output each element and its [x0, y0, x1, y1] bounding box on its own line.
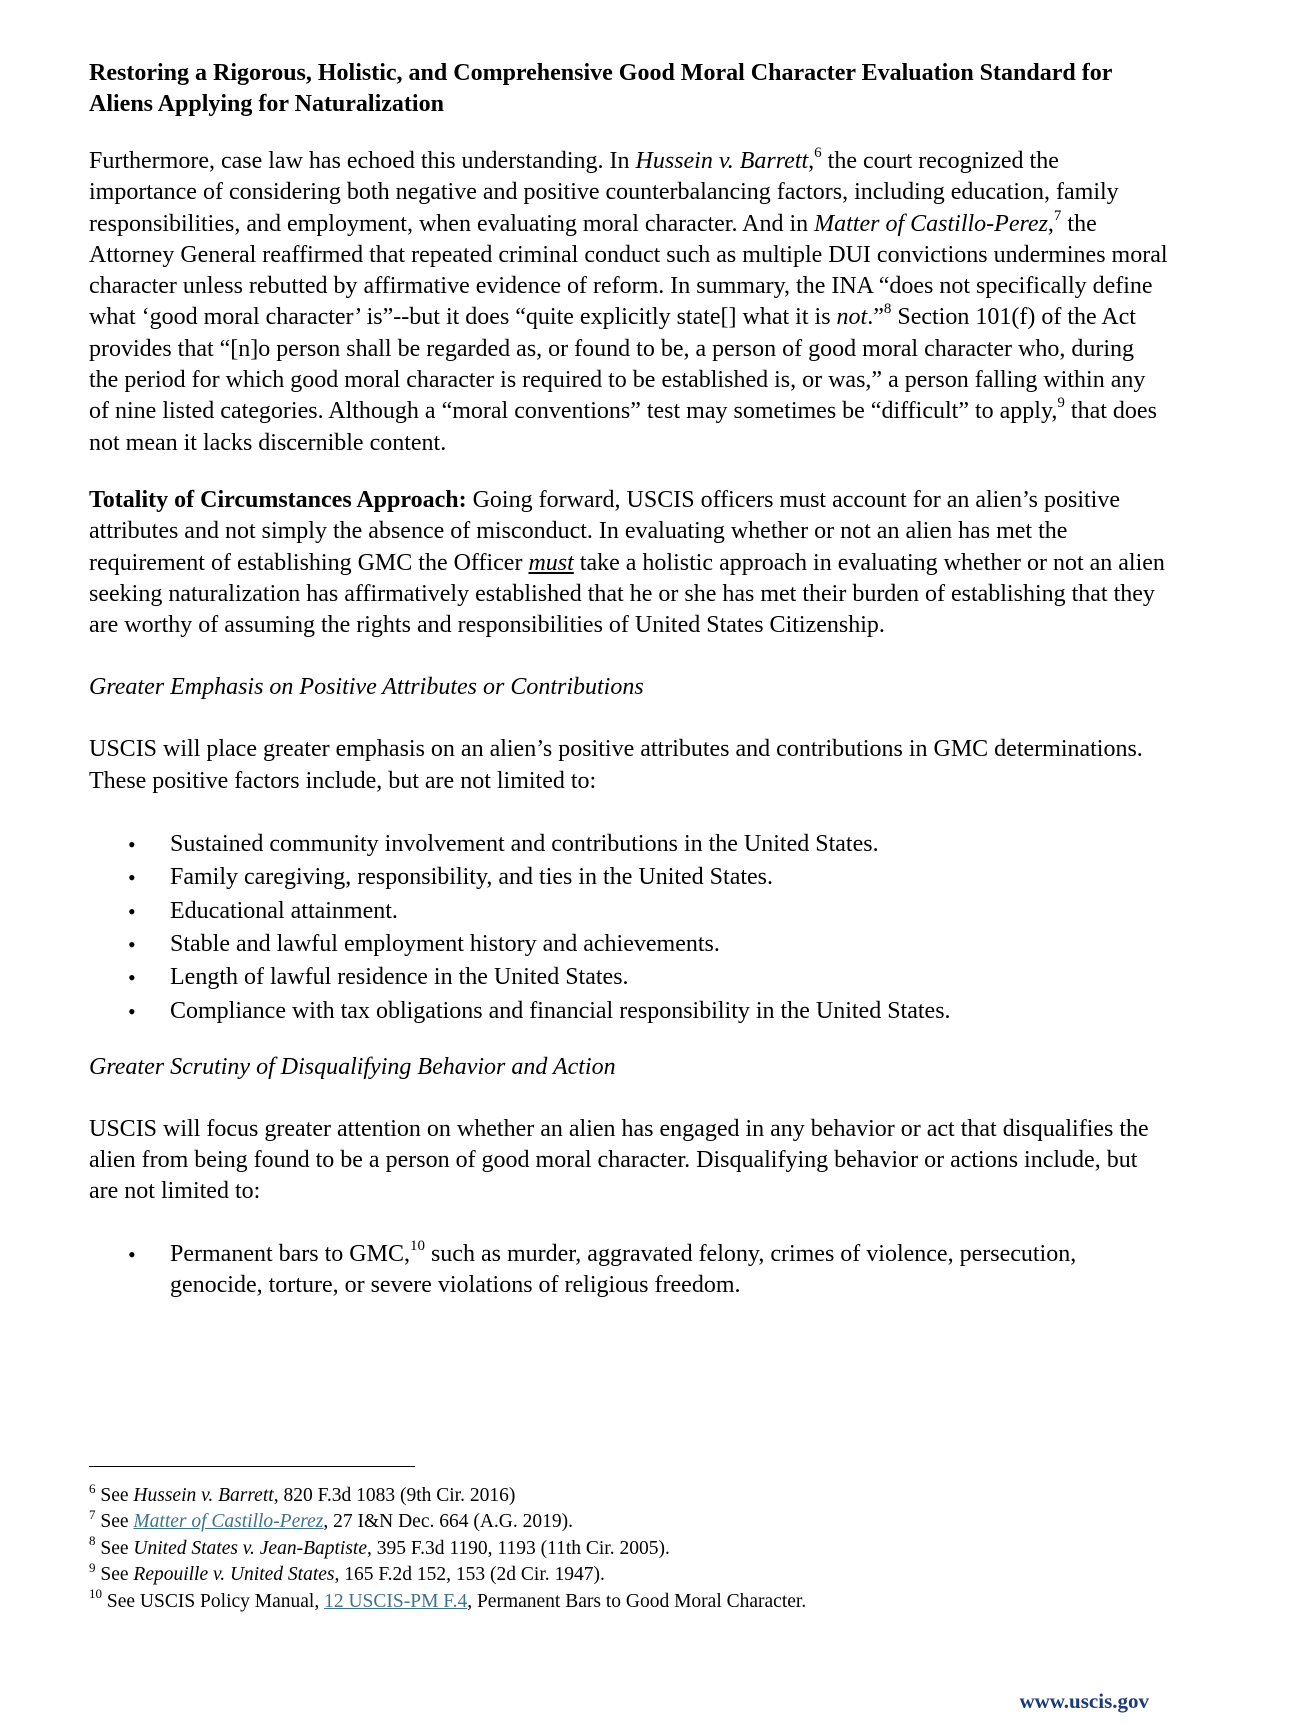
- list-item-text: Family caregiving, responsibility, and ties in the United States.: [170, 864, 774, 891]
- list-item: [89, 895, 1170, 928]
- list-item: [89, 928, 1170, 961]
- text-run: See: [95, 1485, 134, 1506]
- text-run: take a holistic approach in evaluating whether or not an alien seeking naturalization has affirmatively established that he or she has met their burden of establishing that they are worthy of assuming the rights and responsibilities of United States Citizenship.: [89, 549, 1165, 639]
- section-heading-positive-attributes: Greater Emphasis on Positive Attributes or Contributions: [89, 674, 644, 701]
- list-item-text: Sustained community involvement and contributions in the United States.: [170, 831, 879, 858]
- list-item-text: such as murder, aggravated felony, crimes of violence, persecution, genocide, torture, or severe violations of religious freedom.: [170, 1240, 1077, 1299]
- text-run: See USCIS Policy Manual,: [102, 1590, 325, 1612]
- section-intro-positive: USCIS will place greater emphasis on an alien’s positive attributes and contributions in GMC determinations. These positive factors include, but are not limited to:: [89, 736, 1143, 794]
- text-run: the court recognized the importance of considering both negative and positive counterbalancing factors, including education, family responsibilities, and employment, when evaluating moral character. And in: [89, 148, 1119, 237]
- footnote-number: 9: [89, 1559, 96, 1575]
- list-item-text: Stable and lawful employment history and achievements.: [170, 930, 720, 957]
- footnote-7: [89, 1506, 1139, 1535]
- text-run: ,: [1047, 210, 1054, 237]
- bullet-icon: •: [128, 832, 136, 858]
- footnote-number: 7: [89, 1506, 96, 1522]
- footnote-8: [89, 1533, 1139, 1562]
- footnote-ref-9[interactable]: 9: [1057, 395, 1065, 412]
- list-item-text: Educational attainment.: [170, 897, 398, 924]
- footnote-number: 8: [89, 1533, 96, 1549]
- case-name: Repouille v. United States: [133, 1564, 335, 1586]
- text-run: , 820 F.3d 1083 (9th Cir. 2016): [273, 1485, 516, 1506]
- footnote-separator: [89, 1466, 415, 1467]
- emphasis-not: not: [836, 304, 868, 331]
- bullet-icon: •: [128, 898, 136, 924]
- text-run: , Permanent Bars to Good Moral Character.: [467, 1590, 807, 1612]
- castillo-perez-link[interactable]: Matter of Castillo-Perez: [133, 1511, 324, 1533]
- footnote-ref-10[interactable]: 10: [409, 1237, 425, 1254]
- list-item-text: Compliance with tax obligations and financial responsibility in the United States.: [170, 997, 951, 1024]
- bullet-icon: •: [128, 865, 136, 891]
- bullet-icon: •: [128, 1241, 136, 1267]
- text-run: Going forward, USCIS officers must account for an alien’s positive attributes and not simply the absence of misconduct. In evaluating whether or not an alien has met the requirement of establishing GMC the Officer: [89, 486, 1121, 576]
- text-run: , 27 I&N Dec. 664 (A.G. 2019).: [323, 1511, 574, 1533]
- bullet-icon: •: [128, 965, 136, 991]
- footnote-number: 10: [89, 1586, 102, 1602]
- footnote-ref-6[interactable]: 6: [814, 145, 822, 161]
- list-item: [89, 961, 1170, 994]
- policy-manual-link[interactable]: 12 USCIS-PM F.4: [324, 1590, 468, 1612]
- case-name: United States v. Jean-Baptiste: [133, 1537, 367, 1559]
- bullet-icon: •: [128, 998, 136, 1024]
- case-name-castillo-perez: Matter of Castillo-Perez: [814, 210, 1048, 237]
- section-heading-disqualifying: Greater Scrutiny of Disqualifying Behavior and Action: [89, 1053, 616, 1080]
- list-item: [89, 828, 1170, 861]
- list-item-text: Permanent bars to GMC,: [170, 1240, 410, 1267]
- text-run: See: [95, 1537, 134, 1559]
- list-item: [89, 1239, 1170, 1302]
- text-run: , 395 F.3d 1190, 1193 (11th Cir. 2005).: [366, 1537, 670, 1559]
- disqualifying-factors-list: [89, 1239, 1169, 1302]
- positive-factors-list: [89, 828, 1169, 1028]
- text-run: See: [95, 1511, 134, 1533]
- case-name-hussein: Hussein v. Barrett: [635, 148, 809, 174]
- section-intro-disqualifying: USCIS will focus greater attention on whether an alien has engaged in any behavior or act that disqualifies the alien from being found to be a person of good moral character. Disqualifying behavior or actions include, but are not limited to:: [89, 1115, 1149, 1205]
- list-item: [89, 861, 1170, 894]
- case-name: Hussein v. Barrett: [133, 1485, 274, 1506]
- paragraph-lead-heading: Totality of Circumstances Approach:: [89, 486, 467, 513]
- list-item-text: Length of lawful residence in the United States.: [170, 964, 629, 991]
- text-run: Furthermore, case law has echoed this understanding. In: [89, 148, 636, 174]
- footnote-6: [89, 1480, 1139, 1509]
- document-page: [89, 58, 1169, 1301]
- emphasis-must: must: [528, 549, 574, 576]
- list-item: [89, 995, 1170, 1028]
- document-title: Restoring a Rigorous, Holistic, and Comprehensive Good Moral Character Evaluation Standard for Aliens Applying for Naturalization: [89, 60, 1112, 117]
- footnote-number: 6: [89, 1480, 96, 1496]
- footnote-10: [89, 1586, 1139, 1615]
- bullet-icon: •: [128, 931, 136, 957]
- text-run: , 165 F.2d 152, 153 (2d Cir. 1947).: [334, 1564, 605, 1586]
- footnotes: [89, 1480, 1139, 1615]
- footnote-9: [89, 1559, 1139, 1588]
- footnote-ref-8[interactable]: 8: [883, 301, 892, 318]
- paragraph-totality: [89, 485, 1169, 641]
- text-run: ,: [808, 148, 815, 174]
- text-run: .”: [867, 304, 884, 331]
- footnote-ref-7[interactable]: 7: [1053, 207, 1062, 224]
- text-run: that does not mean it lacks discernible content.: [89, 398, 1157, 456]
- text-run: the Attorney General reaffirmed that repeated criminal conduct such as multiple DUI convictions undermines moral character unless rebutted by affirmative evidence of reform. In summary, the INA “does not specifically define what ‘good moral character’ is”--but it does “quite explicitly state[] what it is: [89, 210, 1168, 331]
- paragraph-case-law: [89, 146, 1169, 459]
- text-run: Section 101(f) of the Act provides that “[n]o person shall be regarded as, or found to be, a person of good moral character who, during the period for which good moral character is required to be established is, or was,” a person falling within any of nine listed categories. Although a “moral conventions” test may sometimes be “difficult” to apply,: [89, 304, 1146, 425]
- text-run: See: [95, 1564, 134, 1586]
- footer-website-url[interactable]: www.uscis.gov: [1019, 1689, 1149, 1713]
